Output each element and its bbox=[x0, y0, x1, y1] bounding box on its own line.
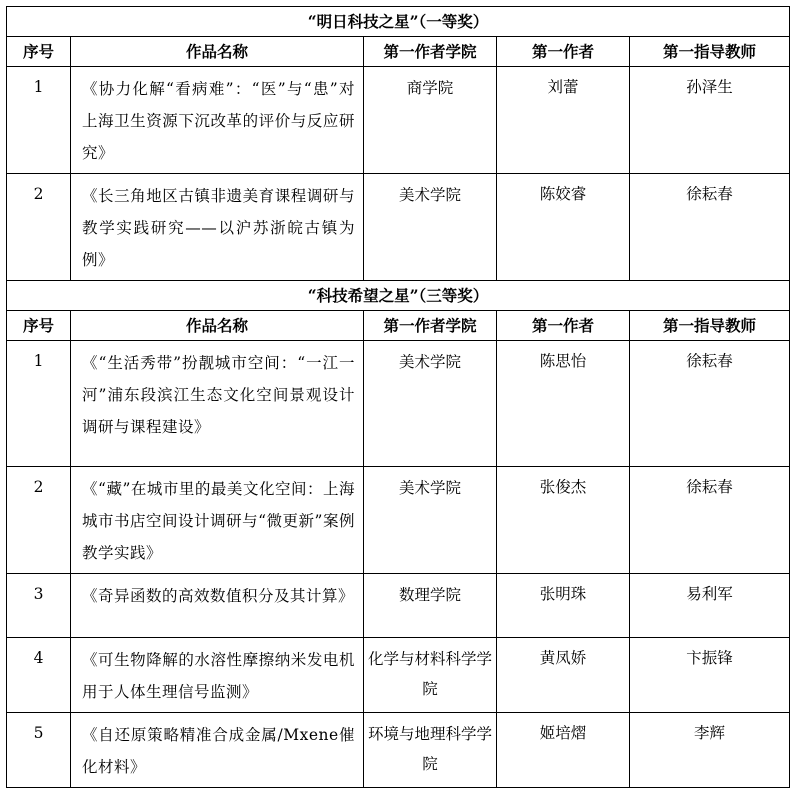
row-work-title: 《“生活秀带”扮靓城市空间：“一江一河”浦东段滨江生态文化空间景观设计调研与课程建设》 bbox=[71, 341, 364, 467]
row-index: 2 bbox=[7, 174, 71, 281]
header-advisor: 第一指导教师 bbox=[630, 311, 790, 341]
row-index: 4 bbox=[7, 638, 71, 713]
header-college: 第一作者学院 bbox=[364, 311, 497, 341]
row-author: 刘蕾 bbox=[497, 67, 630, 174]
header-college: 第一作者学院 bbox=[364, 37, 497, 67]
header-advisor: 第一指导教师 bbox=[630, 37, 790, 67]
section-title-row bbox=[7, 7, 790, 37]
row-author: 陈思怡 bbox=[497, 341, 630, 467]
row-index: 1 bbox=[7, 341, 71, 467]
row-advisor: 易利军 bbox=[630, 574, 790, 638]
table-row bbox=[7, 341, 790, 467]
header-author: 第一作者 bbox=[497, 37, 630, 67]
row-college: 商学院 bbox=[364, 67, 497, 174]
row-advisor: 孙泽生 bbox=[630, 67, 790, 174]
header-work: 作品名称 bbox=[71, 311, 364, 341]
row-advisor: 卞振锋 bbox=[630, 638, 790, 713]
section-title: “明日科技之星”（一等奖） bbox=[7, 7, 790, 37]
header-row bbox=[7, 37, 790, 67]
row-work-title: 《可生物降解的水溶性摩擦纳米发电机用于人体生理信号监测》 bbox=[71, 638, 364, 713]
row-author: 张俊杰 bbox=[497, 467, 630, 574]
table-row bbox=[7, 67, 790, 174]
table-row bbox=[7, 713, 790, 788]
row-author: 陈姣睿 bbox=[497, 174, 630, 281]
section-title: “科技希望之星”（三等奖） bbox=[7, 281, 790, 311]
row-college: 美术学院 bbox=[364, 174, 497, 281]
row-index: 5 bbox=[7, 713, 71, 788]
row-author: 姬培熠 bbox=[497, 713, 630, 788]
row-work-title: 《“藏”在城市里的最美文化空间：上海城市书店空间设计调研与“微更新”案例教学实践》 bbox=[71, 467, 364, 574]
header-row bbox=[7, 311, 790, 341]
row-college: 美术学院 bbox=[364, 341, 497, 467]
row-advisor: 徐耘春 bbox=[630, 174, 790, 281]
row-college: 美术学院 bbox=[364, 467, 497, 574]
row-advisor: 李辉 bbox=[630, 713, 790, 788]
row-advisor: 徐耘春 bbox=[630, 467, 790, 574]
row-author: 黄凤娇 bbox=[497, 638, 630, 713]
row-author: 张明珠 bbox=[497, 574, 630, 638]
row-work-title: 《自还原策略精准合成金属/Mxene催化材料》 bbox=[71, 713, 364, 788]
row-index: 1 bbox=[7, 67, 71, 174]
header-index: 序号 bbox=[7, 37, 71, 67]
row-college: 数理学院 bbox=[364, 574, 497, 638]
row-college: 化学与材料科学学院 bbox=[364, 638, 497, 713]
row-work-title: 《协力化解“看病难”：“医”与“患”对上海卫生资源下沉改革的评价与反应研究》 bbox=[71, 67, 364, 174]
row-college: 环境与地理科学学院 bbox=[364, 713, 497, 788]
table-row bbox=[7, 574, 790, 638]
row-index: 2 bbox=[7, 467, 71, 574]
row-advisor: 徐耘春 bbox=[630, 341, 790, 467]
section-title-row bbox=[7, 281, 790, 311]
table-row bbox=[7, 174, 790, 281]
table-row bbox=[7, 638, 790, 713]
table-row bbox=[7, 467, 790, 574]
header-author: 第一作者 bbox=[497, 311, 630, 341]
header-index: 序号 bbox=[7, 311, 71, 341]
header-work: 作品名称 bbox=[71, 37, 364, 67]
awards-table bbox=[6, 6, 790, 788]
row-work-title: 《奇异函数的高效数值积分及其计算》 bbox=[71, 574, 364, 638]
row-index: 3 bbox=[7, 574, 71, 638]
row-work-title: 《长三角地区古镇非遗美育课程调研与教学实践研究——以沪苏浙皖古镇为例》 bbox=[71, 174, 364, 281]
